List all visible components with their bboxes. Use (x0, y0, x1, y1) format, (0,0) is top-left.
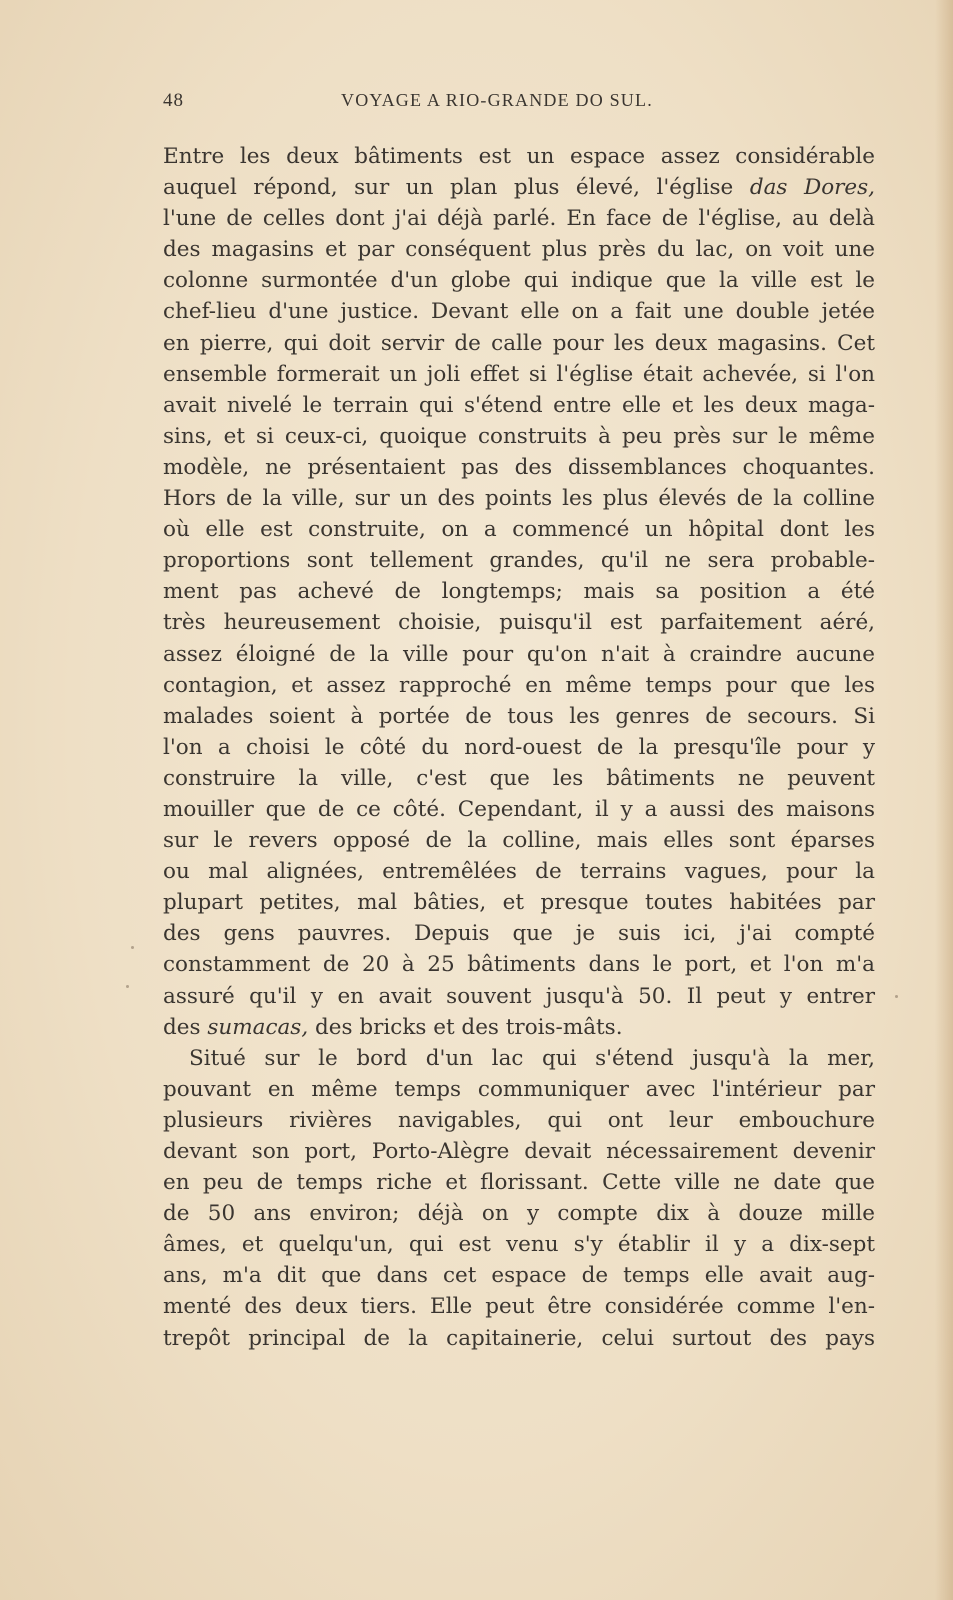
italic-term: sumacas, (207, 1014, 309, 1040)
text-line: menté des deux tiers. Elle peut être considérée comme l'en- (163, 1294, 875, 1320)
running-head: VOYAGE A RIO-GRANDE DO SUL. (341, 90, 653, 110)
text-line: colonne surmontée d'un globe qui indique que la ville est le (163, 268, 875, 294)
text-line: ou mal alignées, entremêlées de terrains vagues, pour la (163, 859, 875, 885)
text-line: des sumacas, des bricks et des trois-mâts. (163, 1014, 623, 1040)
text-line: de 50 ans environ; déjà on y compte dix à douze mille (163, 1201, 875, 1227)
text-line: où elle est construite, on a commencé un hôpital dont les (163, 517, 875, 543)
text-line: Situé sur le bord d'un lac qui s'étend jusqu'à la mer, (189, 1045, 875, 1071)
text-line: contagion, et assez rapproché en même temps pour que les (163, 672, 875, 698)
text-line: proportions sont tellement grandes, qu'il ne sera probable- (163, 548, 875, 574)
text-line: des magasins et par conséquent plus près du lac, on voit une (163, 237, 875, 263)
text-line: malades soient à portée de tous les genres de secours. Si (163, 703, 875, 729)
text-line: Entre les deux bâtiments est un espace assez considérable (163, 144, 875, 169)
text-line: plusieurs rivières navigables, qui ont leur embouchure (163, 1107, 875, 1133)
text-line: assuré qu'il y en avait souvent jusqu'à 50. Il peut y entrer (163, 983, 875, 1009)
text-line: l'on a choisi le côté du nord-ouest de la presqu'île pour y (163, 734, 875, 760)
italic-term: das Dores, (749, 175, 876, 201)
text-line: constamment de 20 à 25 bâtiments dans le port, et l'on m'a (163, 952, 875, 978)
text-line: devant son port, Porto-Alègre devait nécessairement devenir (163, 1139, 875, 1164)
text-line: chef-lieu d'une justice. Devant elle on a fait une double jetée (163, 299, 875, 325)
page-edge-shadow (935, 0, 953, 1600)
text-line: plupart petites, mal bâties, et presque toutes habitées par (163, 890, 875, 916)
text-line: Hors de la ville, sur un des points les plus élevés de la colline (163, 486, 875, 512)
text-line: avait nivelé le terrain qui s'étend entre elle et les deux maga- (163, 392, 875, 418)
paper-speck (131, 946, 134, 949)
text-line: l'une de celles dont j'ai déjà parlé. En face de l'église, au delà (163, 206, 875, 232)
paper-speck (895, 995, 898, 998)
text-line: auquel répond, sur un plan plus élevé, l'église das Dores, (163, 175, 876, 201)
text-line: ment pas achevé de longtemps; mais sa position a été (163, 579, 875, 605)
text-line: en pierre, qui doit servir de calle pour les deux magasins. Cet (163, 330, 875, 356)
text-line: assez éloigné de la ville pour qu'on n'ait à craindre aucune (163, 641, 875, 667)
text-line: très heureusement choisie, puisqu'il est parfaitement aéré, (163, 610, 875, 636)
text-line: ans, m'a dit que dans cet espace de temps elle avait aug- (163, 1263, 875, 1289)
text-line: âmes, et quelqu'un, qui est venu s'y établir il y a dix-sept (163, 1232, 875, 1258)
text-line: mouiller que de ce côté. Cependant, il y a aussi des maisons (163, 796, 875, 822)
text-line: pouvant en même temps communiquer avec l'intérieur par (163, 1076, 875, 1102)
text-line: modèle, ne présentaient pas des dissemblances choquantes. (163, 454, 875, 480)
body-text (163, 141, 875, 1354)
text-line: des gens pauvres. Depuis que je suis ici, j'ai compté (163, 921, 875, 947)
text-line: ensemble formerait un joli effet si l'église était achevée, si l'on (163, 361, 875, 387)
text-line: sur le revers opposé de la colline, mais elles sont éparses (163, 828, 875, 854)
text-line: en peu de temps riche et florissant. Cette ville ne date que (163, 1170, 875, 1196)
text-line: sins, et si ceux-ci, quoique construits à peu près sur le même (163, 423, 875, 449)
paper-speck (126, 985, 129, 988)
page-number: 48 (163, 90, 184, 111)
text-line: trepôt principal de la capitainerie, celui surtout des pays (163, 1325, 875, 1351)
page-header (163, 90, 875, 116)
text-line: construire la ville, c'est que les bâtiments ne peuvent (163, 765, 875, 791)
